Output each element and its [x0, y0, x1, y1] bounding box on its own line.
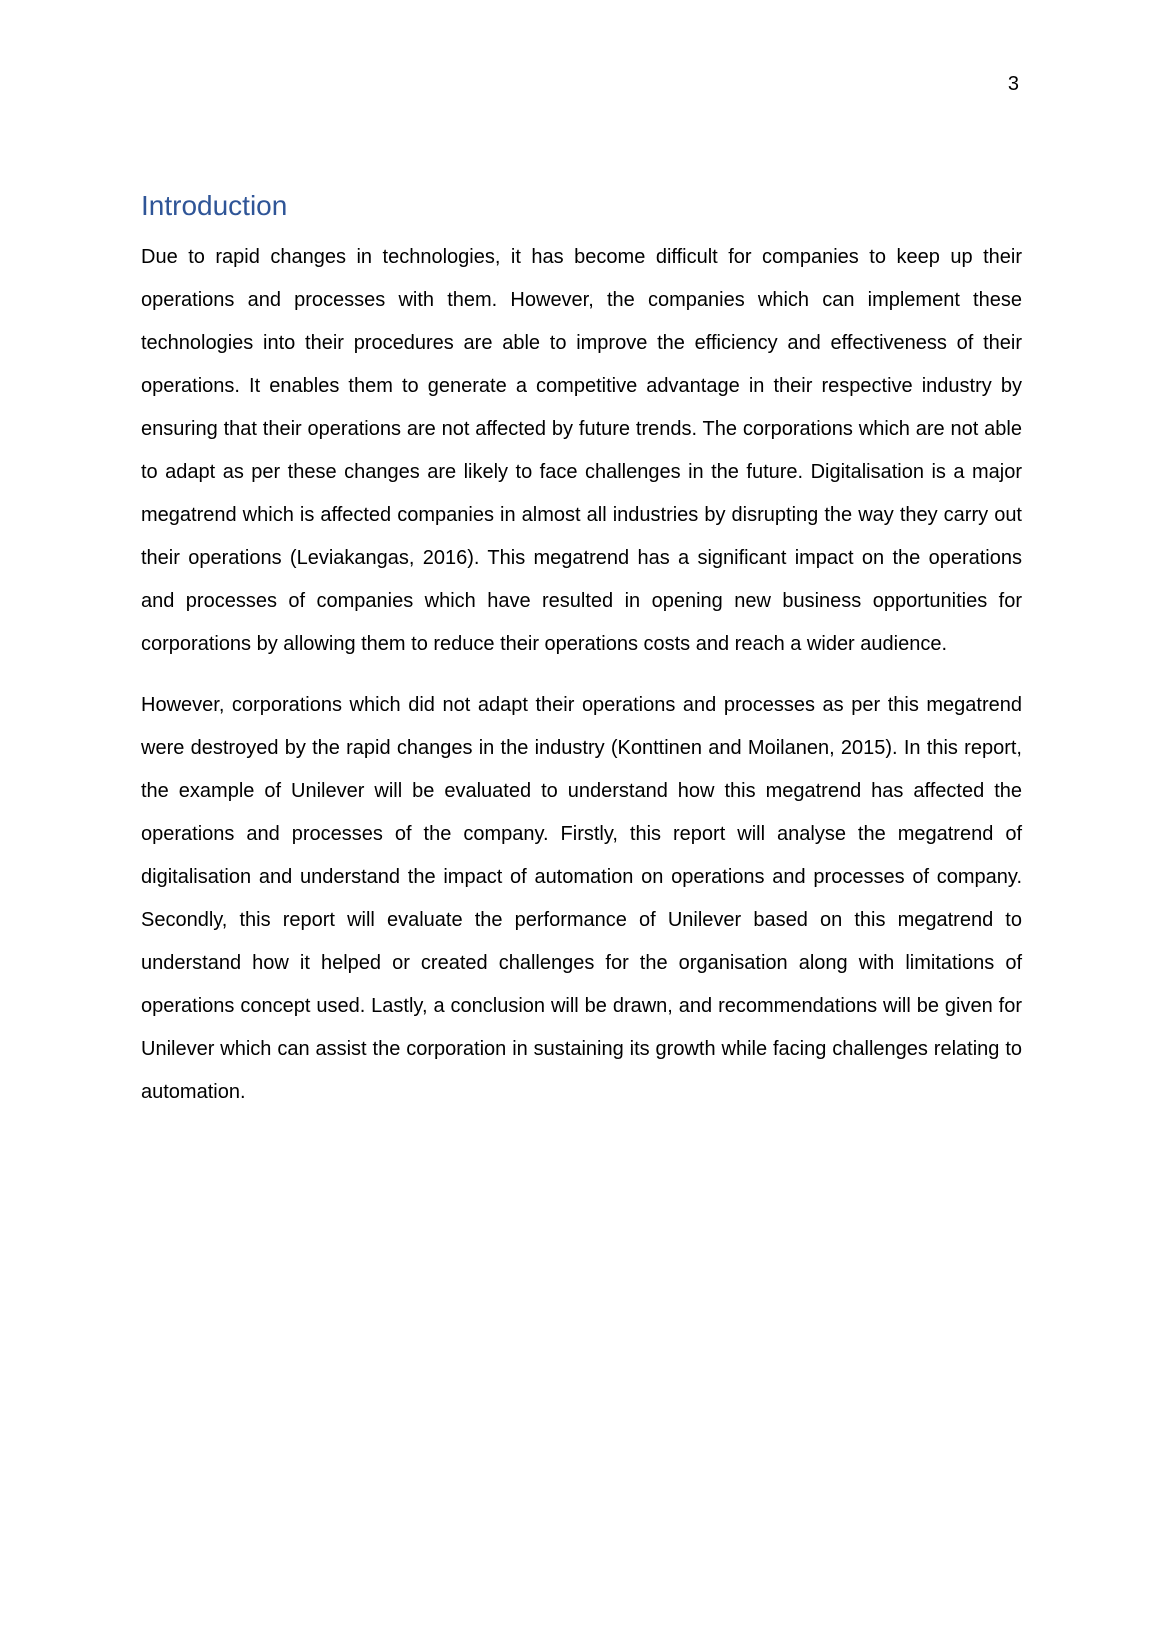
- section-heading: Introduction: [141, 190, 288, 221]
- introduction-section: [141, 186, 1022, 1132]
- page-number: 3: [1007, 73, 1019, 95]
- paragraph-2: However, corporations which did not adapt their operations and processes as per this megatrend were destroyed by the rapid changes in the industry (Konttinen and Moilanen, 2015). In this report, the example of Unilever will be evaluated to understand how this megatrend has affected the operations and processes of the company. Firstly, this report will analyse the megatrend of digitalisation and understand the impact of automation on operations and processes of company. Secondly, this report will evaluate the performance of Unilever based on this megatrend to understand how it helped or created challenges for the organisation along with limitations of operations concept used. Lastly, a conclusion will be drawn, and recommendations will be given for Unilever which can assist the corporation in sustaining its growth while facing challenges relating to automation.: [141, 694, 1022, 1103]
- paragraph-1: Due to rapid changes in technologies, it has become difficult for companies to keep up their operations and processes with them. However, the companies which can implement these technologies into their procedures are able to improve the efficiency and effectiveness of their operations. It enables them to generate a competitive advantage in their respective industry by ensuring that their operations are not affected by future trends. The corporations which are not able to adapt as per these changes are likely to face challenges in the future. Digitalisation is a major megatrend which is affected companies in almost all industries by disrupting the way they carry out their operations (Leviakangas, 2016). This megatrend has a significant impact on the operations and processes of companies which have resulted in opening new business opportunities for corporations by allowing them to reduce their operations costs and reach a wider audience.: [141, 246, 1022, 655]
